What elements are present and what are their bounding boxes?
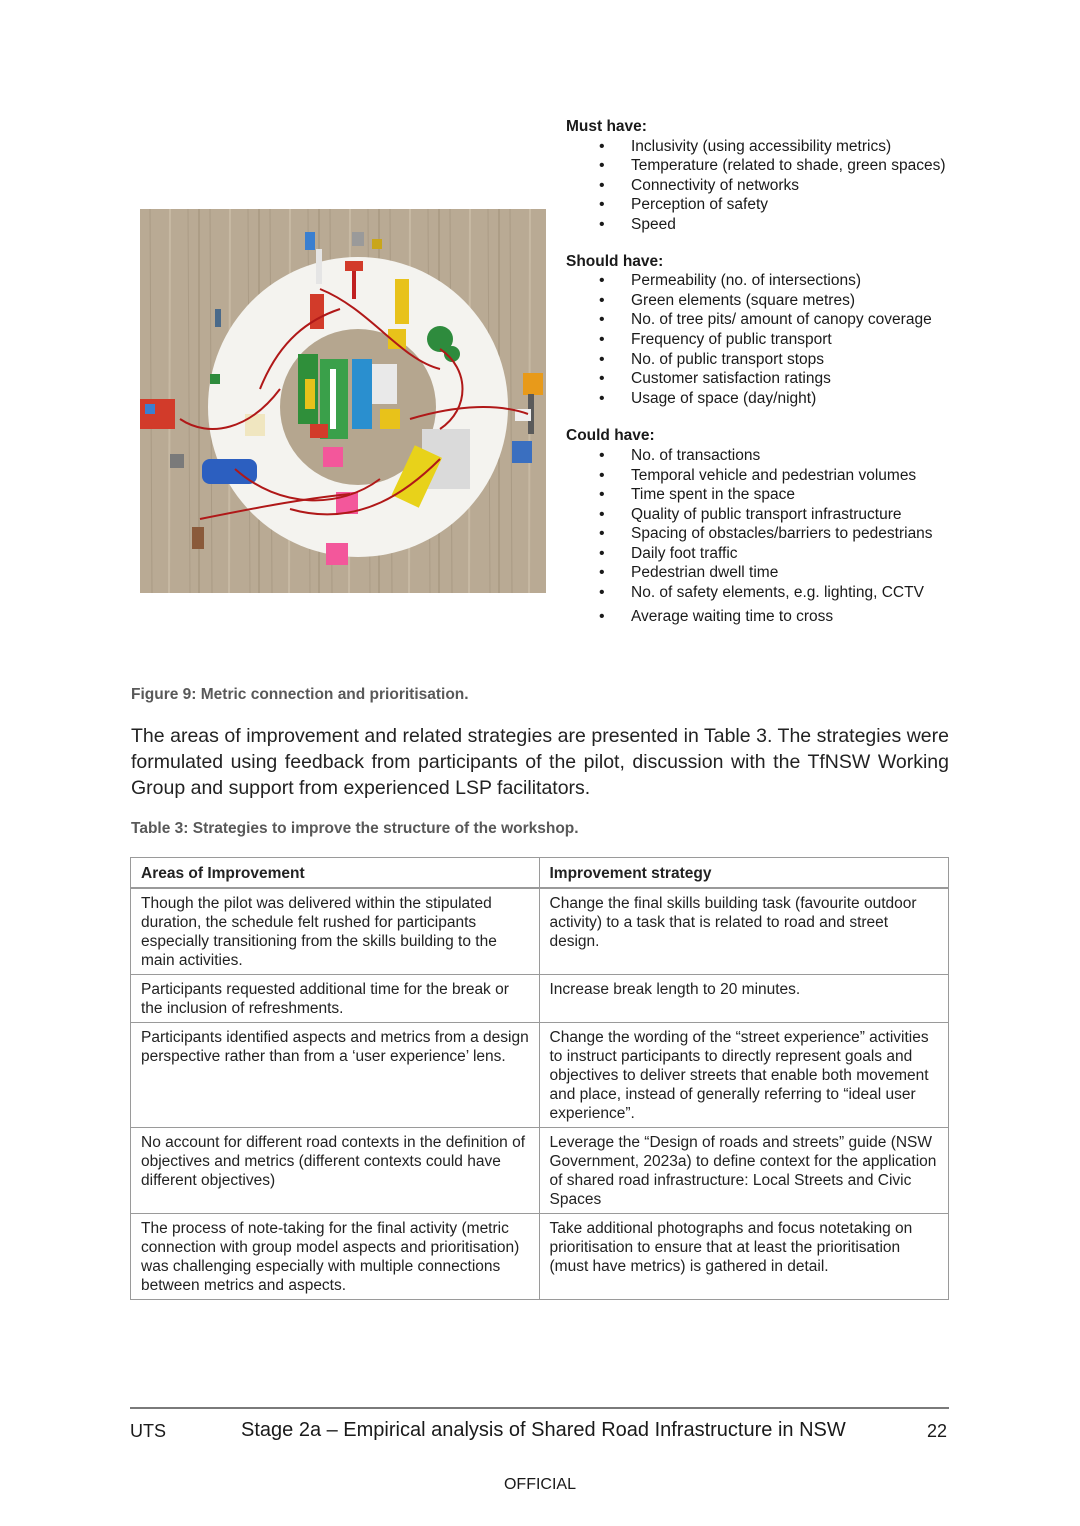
table-cell: Participants identified aspects and metrics from a design perspective rather than from a ‘user experience’ lens. [131,1023,540,1128]
list-item: • Connectivity of networks [566,176,966,196]
list-item: • Permeability (no. of intersections) [566,271,966,291]
list-item: • Temperature (related to shade, green spaces) [566,156,966,176]
list-item: • No. of tree pits/ amount of canopy coverage [566,310,966,330]
list-item: • Time spent in the space [566,485,966,505]
must-have-heading: Must have: [566,118,647,135]
list-item: • Perception of safety [566,195,966,215]
table-cell: Change the final skills building task (favourite outdoor activity) to a task that is related to road and street design. [539,888,949,975]
list-item: • Frequency of public transport [566,330,966,350]
security-classification: OFFICIAL [503,1476,576,1493]
column-header: Areas of Improvement [131,858,540,889]
strategies-table [130,857,949,1300]
table-row [131,1023,949,1128]
list-item: • Pedestrian dwell time [566,563,966,583]
list-item: • Speed [566,215,966,235]
table-cell: No account for different road contexts in the definition of objectives and metrics (different contexts could have different objectives) [131,1128,540,1214]
should-have-list [566,271,966,408]
table-caption: Table 3: Strategies to improve the structure of the workshop. [131,820,579,837]
list-item: • Inclusivity (using accessibility metrics) [566,137,966,157]
table-row [131,975,949,1023]
body-paragraph: The areas of improvement and related strategies are presented in Table 3. The strategies were formulated using feedback from participants of the pilot, discussion with the TfNSW Working Group and support from experienced LSP facilitators. [131,725,949,800]
footer-institution: UTS [130,1421,166,1441]
list-item: • Spacing of obstacles/barriers to pedestrians [566,524,966,544]
table-header-row [131,858,949,889]
list-item: • Customer satisfaction ratings [566,369,966,389]
table-cell: Take additional photographs and focus notetaking on prioritisation to ensure that at least the prioritisation (must have metrics) is gathered in detail. [539,1214,949,1300]
workshop-model-photo [140,209,546,593]
list-item: • Green elements (square metres) [566,291,966,311]
footer-divider [130,1407,949,1409]
could-have-heading: Could have: [566,427,655,445]
list-item: • No. of transactions [566,446,966,466]
table-row [131,888,949,975]
figure-caption: Figure 9: Metric connection and prioritisation. [131,686,469,703]
footer-report-title: Stage 2a – Empirical analysis of Shared Road Infrastructure in NSW [241,1419,846,1441]
list-item: • Daily foot traffic [566,544,966,564]
could-have-list [566,446,966,626]
metric-lists [566,117,966,626]
table-cell: Increase break length to 20 minutes. [539,975,949,1023]
list-item: • Usage of space (day/night) [566,389,966,409]
table-cell: Participants requested additional time for the break or the inclusion of refreshments. [131,975,540,1023]
table-cell: Change the wording of the “street experience” activities to instruct participants to directly represent goals and objectives to deliver streets that enable both movement and place, instead of generally referring to “ideal user experience”. [539,1023,949,1128]
list-item: • No. of public transport stops [566,350,966,370]
page-number: 22 [927,1421,948,1441]
table-row [131,1128,949,1214]
table-row [131,1214,949,1300]
table-cell: Though the pilot was delivered within the stipulated duration, the schedule felt rushed for participants especially transitioning from the skills building to the main activities. [131,888,540,975]
list-item: • Quality of public transport infrastructure [566,505,966,525]
list-item: • Temporal vehicle and pedestrian volumes [566,466,966,486]
must-have-list [566,137,966,235]
list-item: • No. of safety elements, e.g. lighting, CCTV [566,583,966,603]
table-cell: Leverage the “Design of roads and streets” guide (NSW Government, 2023a) to define context for the application of shared road infrastructure: Local Streets and Civic Spaces [539,1128,949,1214]
list-item: • Average waiting time to cross [566,607,966,627]
column-header: Improvement strategy [539,858,949,889]
table-cell: The process of note-taking for the final activity (metric connection with group model aspects and prioritisation) was challenging especially with multiple connections between metrics and aspects. [131,1214,540,1300]
should-have-heading: Should have: [566,252,664,270]
